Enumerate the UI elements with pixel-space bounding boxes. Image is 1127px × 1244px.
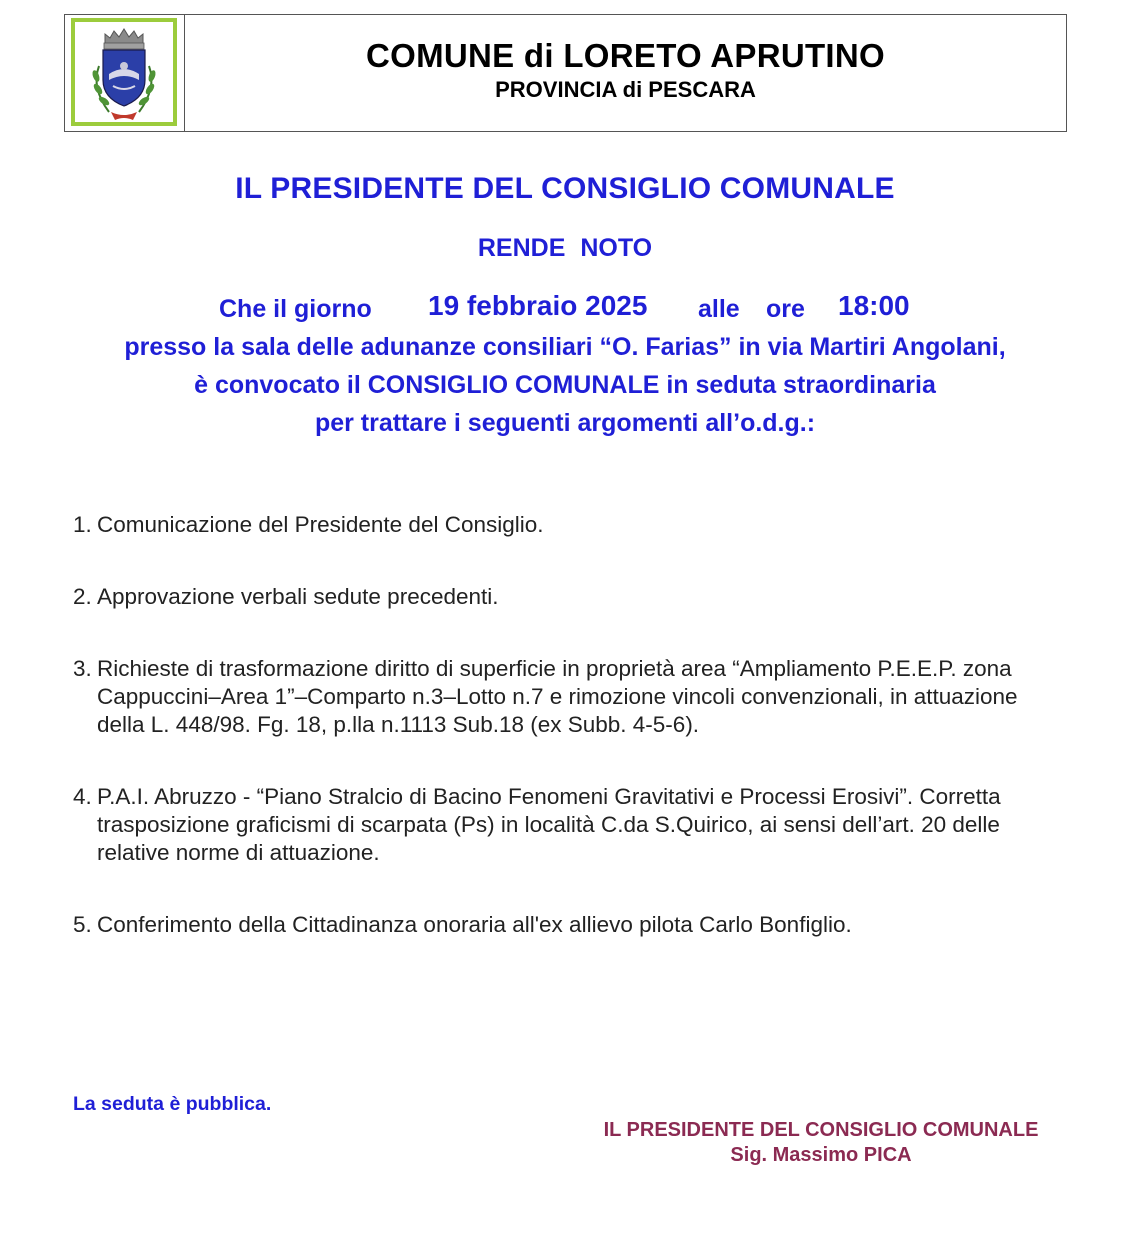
agenda-item-text: Approvazione verbali sedute precedenti.: [97, 584, 499, 609]
agenda-item: [73, 655, 1063, 739]
header-box: [64, 14, 1067, 132]
agenda-item-text: Richieste di trasformazione diritto di superficie in proprietà area “Ampliamento P.E.E.P. zona Cappuccini–Area 1”–Comparto n.3–Lotto n.7 e rimozione vincoli convenzionali, in attuazione della L. 448/98. Fg. 18, p.lla n.1113 Sub.18 (ex Subb. 4-5-6).: [97, 656, 1018, 737]
venue-line: presso la sala delle adunanze consiliari “O. Farias” in via Martiri Angolani,: [124, 333, 1006, 361]
agenda-item-text: Conferimento della Cittadinanza onoraria all'ex allievo pilota Carlo Bonfiglio.: [97, 912, 852, 937]
agenda-list: [73, 511, 1063, 983]
crest-cell: [65, 15, 185, 131]
agenda-item: [73, 511, 1063, 539]
municipality-title: COMUNE di LORETO APRUTINO: [366, 37, 885, 74]
meeting-time: 18:00: [838, 290, 910, 321]
crest-frame: [71, 18, 177, 126]
municipal-coat-of-arms-icon: [89, 26, 159, 122]
date-line: [0, 290, 1127, 324]
alle-label: alle: [698, 295, 740, 323]
ore-label: ore: [766, 295, 805, 323]
signature-title: IL PRESIDENTE DEL CONSIGLIO COMUNALE: [603, 1119, 1039, 1141]
agenda-item: [73, 783, 1063, 867]
agenda-item-number: 1.: [73, 512, 92, 537]
meeting-date: 19 febbraio 2025: [428, 290, 648, 321]
convocation-line: è convocato il CONSIGLIO COMUNALE in seduta straordinaria: [194, 371, 936, 399]
agenda-intro-line: per trattare i seguenti argomenti all’o.d.g.:: [314, 409, 816, 437]
agenda-item-text: P.A.I. Abruzzo - “Piano Stralcio di Bacino Fenomeni Gravitativi e Processi Erosivi”. Corretta trasposizione graficismi di scarpata (Ps) in località C.da S.Quirico, ai sensi dell’art. 20 delle relative norme di attuazione.: [97, 784, 1001, 865]
agenda-item-number: 4.: [73, 784, 92, 809]
date-intro: Che il giorno: [219, 295, 372, 323]
agenda-item-number: 3.: [73, 656, 92, 681]
rende-noto-heading: RENDE NOTO: [477, 234, 653, 262]
public-session-note: La seduta è pubblica.: [73, 1093, 272, 1115]
province-subtitle: PROVINCIA di PESCARA: [495, 77, 756, 102]
notice-title: IL PRESIDENTE DEL CONSIGLIO COMUNALE: [235, 172, 895, 205]
agenda-item-number: 5.: [73, 912, 92, 937]
signature-name: Sig. Massimo PICA: [730, 1144, 912, 1166]
agenda-item-text: Comunicazione del Presidente del Consiglio.: [97, 512, 544, 537]
agenda-item-number: 2.: [73, 584, 92, 609]
agenda-item: [73, 583, 1063, 611]
agenda-item: [73, 911, 1063, 939]
